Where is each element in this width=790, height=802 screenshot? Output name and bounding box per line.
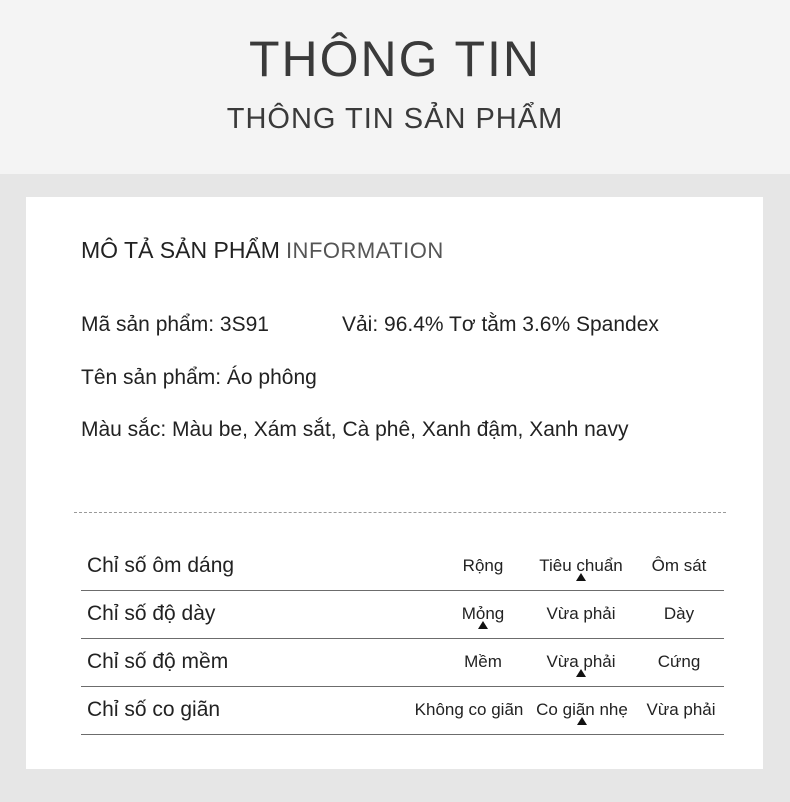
index-option: Rộng <box>462 556 504 575</box>
index-option: Co giãn nhẹ <box>536 700 628 719</box>
index-row-thickness <box>81 591 724 639</box>
index-option: Vừa phải <box>646 700 716 719</box>
selected-marker-icon <box>577 717 587 725</box>
selected-marker-icon <box>576 573 586 581</box>
product-colors: Màu sắc: Màu be, Xám sắt, Cà phê, Xanh đậm, Xanh navy <box>81 418 629 441</box>
page-title: THÔNG TIN <box>248 31 542 87</box>
section-title-en: INFORMATION <box>285 238 444 263</box>
index-option: Vừa phải <box>546 604 616 623</box>
selected-marker-icon <box>576 669 586 677</box>
index-row-fit <box>81 543 724 591</box>
index-option: Cứng <box>657 652 701 671</box>
index-row-stretch <box>81 687 724 735</box>
selected-marker-icon <box>478 621 488 629</box>
index-option: Ôm sát <box>651 556 707 575</box>
index-option: Vừa phải <box>546 652 616 671</box>
index-option: Dày <box>663 604 695 623</box>
product-name: Tên sản phẩm: Áo phông <box>81 366 317 389</box>
index-label: Chỉ số co giãn <box>87 698 221 721</box>
index-row-softness <box>81 639 724 687</box>
page-header <box>0 0 790 174</box>
dashed-divider <box>74 512 726 513</box>
product-fabric: Vải: 96.4% Tơ tằm 3.6% Spandex <box>342 313 659 336</box>
index-label: Chỉ số độ mềm <box>87 650 229 673</box>
product-info-card <box>26 197 763 769</box>
index-option: Tiêu chuẩn <box>539 556 623 575</box>
page-subtitle: THÔNG TIN SẢN PHẨM <box>226 103 564 135</box>
index-option: Mỏng <box>461 604 505 623</box>
index-label: Chỉ số độ dày <box>87 602 216 625</box>
index-label: Chỉ số ôm dáng <box>87 554 235 577</box>
product-code: Mã sản phẩm: 3S91 <box>81 313 269 336</box>
section-title <box>81 237 444 264</box>
section-title-vi: MÔ TẢ SẢN PHẨM <box>81 237 280 263</box>
index-option: Không co giãn <box>414 700 524 719</box>
index-option: Mềm <box>464 652 502 671</box>
